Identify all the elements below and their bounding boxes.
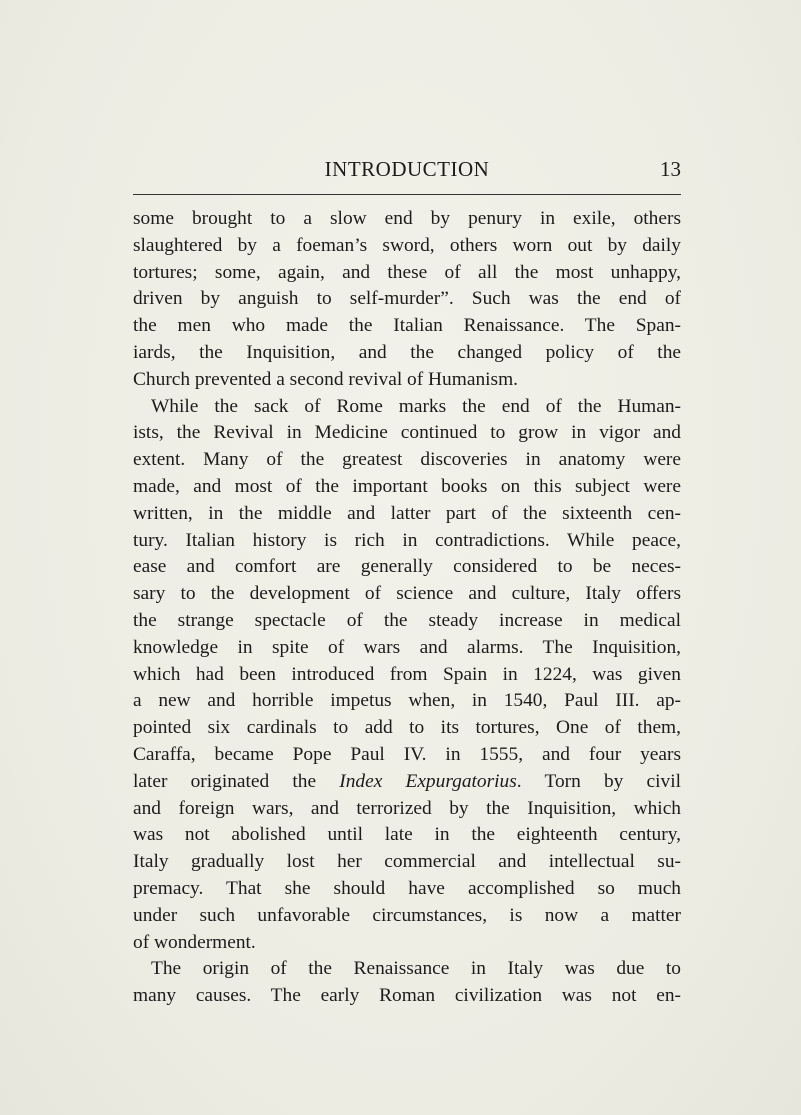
text-line: extent. Many of the greatest discoveries in anatomy were	[133, 449, 681, 471]
text-line: knowledge in spite of wars and alarms. The Inquisition,	[133, 636, 681, 658]
text-line: ists, the Revival in Medicine continued to grow in vigor and	[133, 422, 681, 444]
text-line: Italy gradually lost her commercial and intellectual su-	[133, 851, 681, 873]
text-line: driven by anguish to self-murder”. Such was the end of	[133, 288, 681, 310]
text-line: under such unfavorable circumstances, is now a matter	[133, 904, 681, 926]
page-number: 13	[660, 157, 681, 181]
index-title: Index Expurgatorius	[339, 770, 517, 792]
text-line: written, in the middle and latter part of the sixteenth cen-	[133, 502, 681, 524]
text-line: pointed six cardinals to add to its tortures, One of them,	[133, 717, 681, 739]
text-line: and foreign wars, and terrorized by the Inquisition, which	[133, 797, 681, 819]
text-segment: later originated the	[133, 770, 317, 792]
text-segment: . Torn by civil	[516, 770, 681, 792]
text-line: the strange spectacle of the steady increase in medical	[133, 609, 681, 631]
text-line: tury. Italian history is rich in contradictions. While peace,	[133, 529, 681, 551]
header-rule	[133, 194, 681, 195]
text-line: The origin of the Renaissance in Italy was due to	[151, 958, 681, 980]
text-line: sary to the development of science and culture, Italy offers	[133, 583, 681, 605]
running-head: INTRODUCTION	[324, 157, 490, 181]
text-line: ease and comfort are generally considered to be neces-	[133, 556, 681, 578]
text-line: many causes. The early Roman civilization was not en-	[133, 985, 681, 1007]
text-line	[133, 769, 681, 796]
text-line: Church prevented a second revival of Humanism.	[133, 368, 519, 390]
text-line: made, and most of the important books on this subject were	[133, 475, 681, 497]
text-line: slaughtered by a foeman’s sword, others worn out by daily	[133, 234, 681, 256]
text-line: Caraffa, became Pope Paul IV. in 1555, and four years	[133, 743, 681, 765]
text-line: was not abolished until late in the eighteenth century,	[133, 824, 681, 846]
text-line: the men who made the Italian Renaissance. The Span-	[133, 315, 681, 337]
text-line: which had been introduced from Spain in 1224, was given	[133, 663, 681, 685]
text-line: some brought to a slow end by penury in exile, others	[133, 208, 681, 229]
text-line: premacy. That she should have accomplished so much	[133, 877, 681, 899]
text-line: iards, the Inquisition, and the changed policy of the	[133, 341, 681, 363]
text-line: While the sack of Rome marks the end of the Human-	[151, 395, 681, 417]
text-line: of wonderment.	[133, 931, 256, 953]
page-header	[133, 154, 681, 184]
text-line: tortures; some, again, and these of all the most unhappy,	[133, 261, 681, 283]
body-text	[133, 206, 681, 1010]
text-line: a new and horrible impetus when, in 1540, Paul III. ap-	[133, 690, 681, 712]
